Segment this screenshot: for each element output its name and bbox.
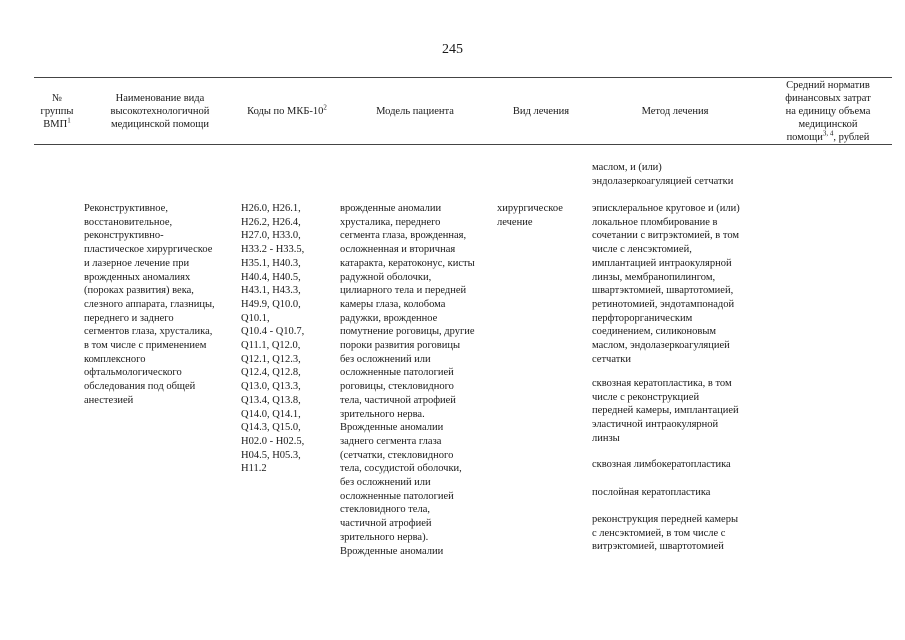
method-item: реконструкция передней камеры с ленсэктомией, в том числе с витрэктомией, швартотомией (592, 514, 739, 553)
header-icd-codes: Коды по МКБ-$10^2$ (247, 103, 327, 117)
table-header-bottom-rule (34, 144, 892, 145)
care-type-name: Реконструктивное, восстановительное, реконструктивно- пластическое хирургическое и лазерное лечение при врожденных аномалиях (пороках развития) века, слезного аппарата, глазницы, переднего и заднего сегментов глаза, хрусталика, в том числе с применением комплексного офтальмологического обследования под общей анестезией (84, 203, 215, 406)
table-header-top-rule (34, 77, 892, 78)
method-item: сквозная лимбокератопластика (592, 459, 731, 470)
header-average-cost: Средний норматив финансовых затрат на единицу объема медицинской помощи$^{3, 4}$, рублей (785, 79, 871, 143)
treatment-type: хирургическое лечение (497, 203, 563, 228)
header-care-type: Наименование вида высокотехнологичной медицинской помощи (110, 92, 210, 130)
method-continuation: маслом, и (или) эндолазеркоагуляцией сетчатки (592, 162, 734, 187)
method-item: сквозная кератопластика, в том числе с реконструкцией передней камеры, имплантацией эластичной интраокулярной линзы (592, 378, 739, 444)
header-treatment-type: Вид лечения (512, 105, 570, 117)
method-item: послойная кератопластика (592, 487, 711, 498)
icd-codes: H26.0, H26.1, H26.2, H26.4, H27.0, H33.0, H33.2 - H33.5, H35.1, H40.3, H40.4, H40.5, H43.1, H43.3, H49.9, Q10.0, Q10.1, Q10.4 - Q10.7, Q11.1, Q12.0, Q12.1, Q12.3, Q12.4, Q12.8, Q13.0, Q13.3, Q13.4, Q13.8, Q14.0, Q14.1, Q14.3, Q15.0, H02.0 - H02.5, H04.5, H05.3, H11.2 (241, 203, 305, 475)
patient-model: врожденные аномалии хрусталика, переднего сегмента глаза, врожденная, осложненная и вторичная катаракта, кератоконус, кисты радужной оболочки, цилиарного тела и передней камеры глаза, колобома радужки, врожденное помутнение роговицы, другие пороки развития роговицы без осложнений или осложненные патологией роговицы, стекловидного тела, частичной атрофией зрительного нерва. Врожденные аномалии заднего сегмента глаза (сетчатки, стекловидного тела, сосудистой оболочки, без осложнений или осложненные патологией стекловидного тела, частичной атрофией зрительного нерва). Врожденные аномалии (340, 203, 475, 557)
header-treatment-method: Метод лечения (641, 105, 709, 117)
header-patient-model: Модель пациента (376, 105, 454, 117)
header-group-number: № группы ВМП$^1$ (40, 92, 74, 130)
page-number: 245 (442, 42, 463, 57)
method-item: эписклеральное круговое и (или) локальное пломбирование в сочетании с витрэктомией, в том числе с ленсэктомией, имплантацией интраокулярной линзы, мембранопилингом, швартэктомией, швартотомией, ретинотомией, эндотампонадой перфторорганическим соединением, силиконовым маслом, эндолазеркоагуляцией сетчатки (592, 203, 740, 365)
